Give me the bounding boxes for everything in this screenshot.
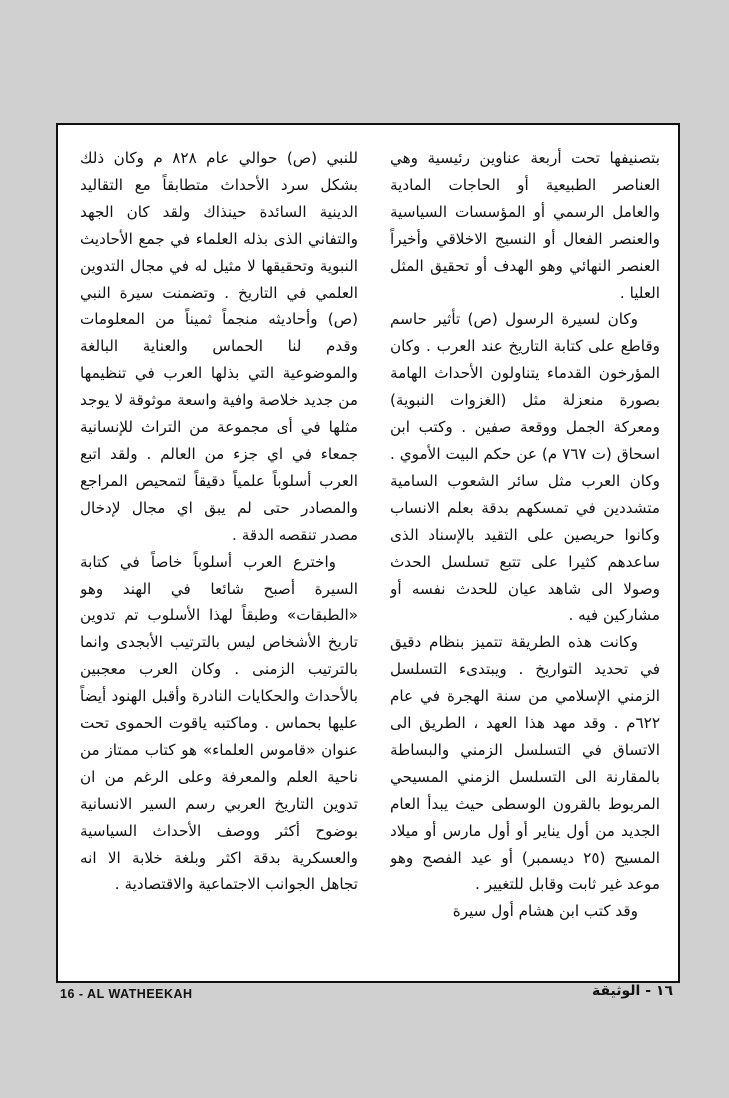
article-frame bbox=[56, 123, 680, 983]
right-column bbox=[390, 145, 660, 969]
footer-page-label-latin: 16 - AL WATHEEKAH bbox=[60, 987, 193, 1001]
paragraph: وكان لسيرة الرسول (ص) تأثير حاسم وقاطع على كتابة التاريخ عند العرب . وكان المؤرخون القدماء يتناولون الأحداث الهامة بصورة منعزلة مثل (الغزوات النبوية) ومعركة الجمل ووقعة صفين . وكتب ابن اسحاق (ت ٧٦٧ م) عن حكم البيت الأموي . وكان العرب مثل سائر الشعوب السامية متشددين في تمسكهم بدقة بعلم الانساب وكانوا حريصين على التقيد بالإسناد الذى ساعدهم كثيرا على تتبع تسلسل الحدث وصولا الى شاهد عيان للحدث نفسه أو مشاركين فيه . bbox=[390, 310, 660, 625]
footer-page-label-arabic: ١٦ - الوثيقة bbox=[591, 983, 673, 999]
paragraph: بتصنيفها تحت أربعة عناوين رئيسية وهي العناصر الطبيعية أو الحاجات المادية والعامل الرسمي أو المؤسسات السياسية والعنصر الفعال أو النسيج الاخلاقي وأخيراً العنصر النهائي وهو الهدف أو تحقيق المثل العليا . bbox=[390, 149, 660, 302]
left-column bbox=[80, 145, 358, 969]
paragraph: وقد كتب ابن هشام أول سيرة bbox=[452, 902, 638, 921]
paragraph: للنبي (ص) حوالي عام ٨٢٨ م وكان ذلك بشكل سرد الأحداث متطابقاً مع التقاليد الدينية السائدة حينذاك ولقد كان الجهد والتفاني الذى بذله العلماء في جمع الأحاديث النبوية وتحقيقها لا مثيل له في مجال التدوين العلمي في التاريخ . وتضمنت سيرة النبي (ص) وأحاديثه منجماً ثميناً من المعلومات وقدم لنا الحماس والعناية البالغة والموضوعية التي بذلها العرب في تنظيمها من جديد خلاصة وافية واسعة موثوقة لا يوجد مثلها في أى مجموعة من التراث للإنسانية جمعاء في اي جزء من العالم . ولقد اتبع العرب أسلوباً علمياً دقيقاً لتمحيص المراجع والمصادر حتى لم يبق اي مجال لإدخال مصدر تنقصه الدقة . bbox=[80, 149, 358, 544]
paragraph: وكانت هذه الطريقة تتميز بنظام دقيق في تحديد التواريخ . ويبتدىء التسلسل الزمني الإسلامي من سنة الهجرة في عام ٦٢٢م . وقد مهد هذا العهد ، الطريق الى الاتساق في التسلسل الزمني والبساطة بالمقارنة الى التسلسل الزمني المسيحي المربوط بالقرون الوسطى حيث يبدأ العام الجديد من أول يناير أو أول مارس أو ميلاد المسيح (٢٥ ديسمبر) أو عيد الفصح وهو موعد غير ثابت وقابل للتغيير . bbox=[390, 633, 660, 894]
paragraph: واخترع العرب أسلوباً خاصاً في كتابة السيرة أصبح شائعا في الهند وهو «الطبقات» وطبقاً لهذا الأسلوب تم تدوين تاريخ الأشخاص ليس بالترتيب الأبجدى وانما بالترتيب الزمنى . وكان العرب معجبين بالأحداث والحكايات النادرة وأقبل الهنود أيضاً عليها بحماس . وماكتبه ياقوت الحموى تحت عنوان «قاموس العلماء» هو كتاب ممتاز من ناحية العلم والمعرفة وعلى الرغم من ان تدوين التاريخ العربي رسم السير الانسانية بوضوح أكثر ووصف الأحداث السياسية والعسكرية بدقة اكثر وبلغة خلابة الا انه تجاهل الجوانب الاجتماعية والاقتصادية . bbox=[80, 552, 358, 894]
